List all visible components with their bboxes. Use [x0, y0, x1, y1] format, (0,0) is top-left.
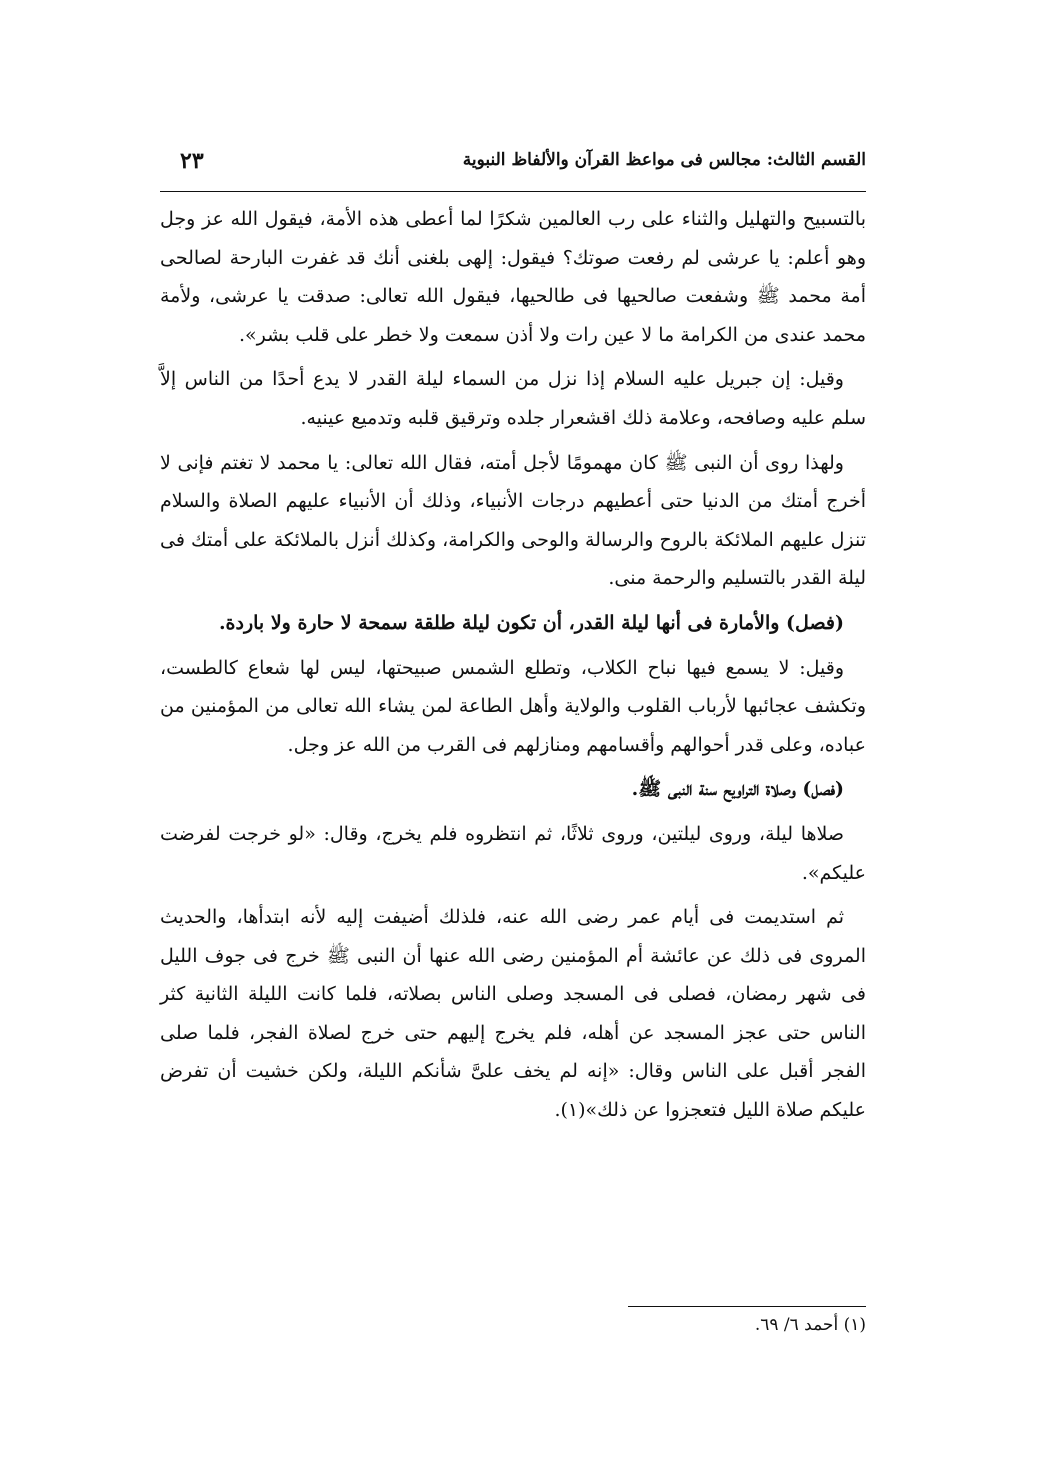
- section-heading-2: (فصل) وصلاة التراويح سنة النبى ﷺ.: [631, 778, 844, 801]
- header-title: القسم الثالث: مجالس فى مواعظ القرآن والألفاظ النبوية: [462, 150, 866, 170]
- paragraph-2: وقيل: إن جبريل عليه السلام إذا نزل من السماء ليلة القدر لا يدع أحدًا من الناس إلاَّ سلم عليه وصافحه، وعلامة ذلك اقشعرار جلده وترقيق قلبه وتدميع عينيه.: [160, 368, 866, 429]
- paragraph-4: وقيل: لا يسمع فيها نباح الكلاب، وتطلع الشمس صبيحتها، ليس لها شعاع كالطست، وتكشف عجائبها لأرباب القلوب والولاية وأهل الطاعة لمن يشاء الله تعالى من المؤمنين من عباده، وعلى قدر أحوالهم وأقسامهم ومنازلهم فى القرب من الله عز وجل.: [160, 656, 866, 756]
- header-rule: [160, 191, 866, 192]
- running-header: [160, 146, 866, 186]
- paragraph-1: بالتسبيح والتهليل والثناء على رب العالمين شكرًا لما أعطى هذه الأمة، فيقول الله عز وجل وهو أعلم: يا عرشى لم رفعت صوتك؟ فيقول: إلهى بلغنى أنك قد غفرت البارحة لصالحى أمة محمد ﷺ وشفعت صالحيها فى طالحيها، فيقول الله تعالى: صدقت يا عرشى، ولأمة محمد عندى من الكرامة ما لا عين رات ولا أذن سمعت ولا خطر على قلب بشر».: [160, 208, 866, 346]
- paragraph-5: صلاها ليلة، وروى ليلتين، وروى ثلاثًا، ثم انتظروه فلم يخرج، وقال: «لو خرجت لفرضت عليكم».: [160, 822, 866, 884]
- body-text: [160, 200, 866, 1136]
- page-number: ٢٣: [180, 148, 204, 174]
- footnote-rule: [628, 1306, 866, 1307]
- footnote: (١) أحمد ٦/ ٦٩.: [754, 1315, 866, 1335]
- section-heading-1: (فصل) والأمارة فى أنها ليلة القدر، أن تكون ليلة طلقة سمحة لا حارة ولا باردة.: [218, 611, 844, 634]
- paragraph-6: ثم استديمت فى أيام عمر رضى الله عنه، فلذلك أضيفت إليه لأنه ابتدأها، والحديث المروى فى ذلك عن عائشة أم المؤمنين رضى الله عنها أن النبى ﷺ خرج فى جوف الليل فى شهر رمضان، فصلى فى المسجد وصلى الناس بصلاته، فلما كانت الليلة الثانية كثر الناس حتى عجز المسجد عن أهله، فلم يخرج إليهم حتى خرج لصلاة الفجر، فلما صلى الفجر أقبل على الناس وقال: «إنه لم يخف علىَّ شأنكم الليلة، ولكن خشيت أن تفرض عليكم صلاة الليل فتعجزوا عن ذلك»(١).: [160, 906, 866, 1122]
- paragraph-3: ولهذا روى أن النبى ﷺ كان مهمومًا لأجل أمته، فقال الله تعالى: يا محمد لا تغتم فإنى لا أخرج أمتك من الدنيا حتى أعطيهم درجات الأنبياء، وذلك أن الأنبياء عليهم الصلاة والسلام تنزل عليهم الملائكة بالروح والرسالة والوحى والكرامة، وكذلك أنزل بالملائكة على أمتك فى ليلة القدر بالتسليم والرحمة منى.: [160, 451, 866, 590]
